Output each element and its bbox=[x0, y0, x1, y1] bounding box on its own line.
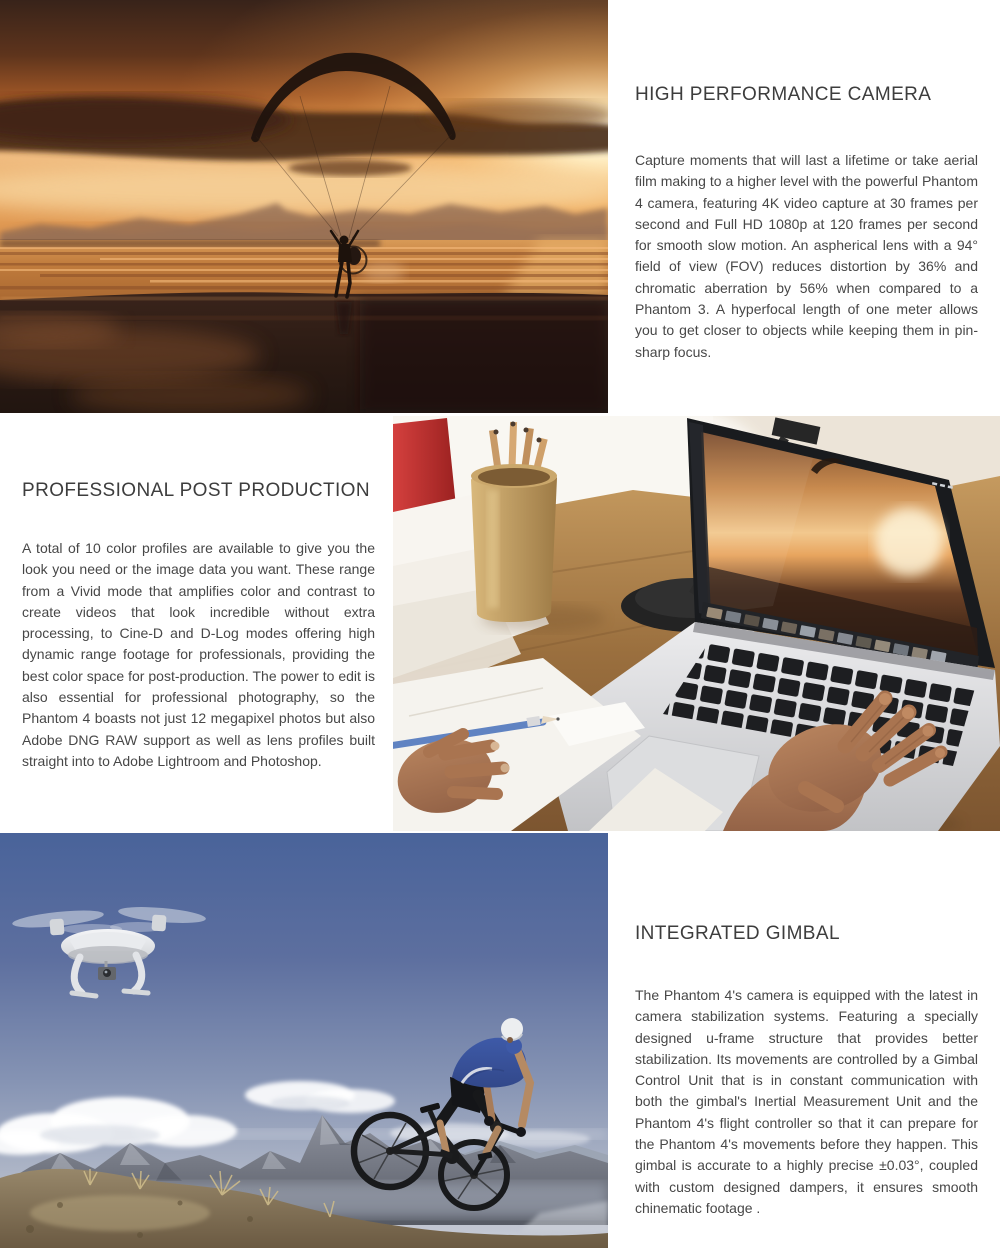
drone-and-mountain-biker-image bbox=[0, 833, 608, 1248]
laptop-photo-editing-image bbox=[393, 416, 1000, 831]
section-heading: HIGH PERFORMANCE CAMERA bbox=[635, 84, 932, 105]
section-heading: PROFESSIONAL POST PRODUCTION bbox=[22, 480, 370, 501]
section-body: The Phantom 4's camera is equipped with the latest in camera stabilization systems. Featuring a specially designed u-frame structure that provides better stabilization. Its movements are controlled by a Gimbal Control Unit that is in constant communication with both the gimbal's Inertial Measurement Unit and the Phantom 4's flight controller so that it can prepare for the Phantom 4's movements before they happen. This gimbal is accurate to a highly precise ±0.03°, coupled with custom designed dampers, it ensures smooth chinematic footage . bbox=[635, 987, 978, 1216]
section-heading: INTEGRATED GIMBAL bbox=[635, 923, 840, 944]
section-body: Capture moments that will last a lifetime or take aerial film making to a higher level with the powerful Phantom 4 camera, featuring 4K video capture at 30 frames per second and Full HD 1080p at 120 frames per second for smooth slow motion. An aspherical lens with a 94° field of view (FOV) reduces distortion by 36% and chromatic aberration by 56% when compared to a Phantom 3. A hyperfocal length of one meter allows you to get closer to objects while keeping them in pin-sharp focus. bbox=[635, 152, 978, 360]
sunset-paramotor-image bbox=[0, 0, 608, 413]
section-professional-post-production bbox=[0, 416, 1000, 831]
section-body: A total of 10 color profiles are available to give you the look you need or the image data you want. These range from a Vivid mode that amplifies color and contrast to create videos that look incredible without extra processing, to Cine-D and D-Log modes offering high dynamic range footage for professionals, providing the best color space for post-production. The power to edit is also essential for professional photography, so the Phantom 4 boasts not just 12 megapixel photos but also Adobe DNG RAW support as well as lens profiles built straight into to Adobe Lightroom and Photoshop. bbox=[22, 540, 375, 769]
section-integrated-gimbal bbox=[0, 833, 1000, 1248]
section-high-performance-camera bbox=[0, 0, 1000, 413]
